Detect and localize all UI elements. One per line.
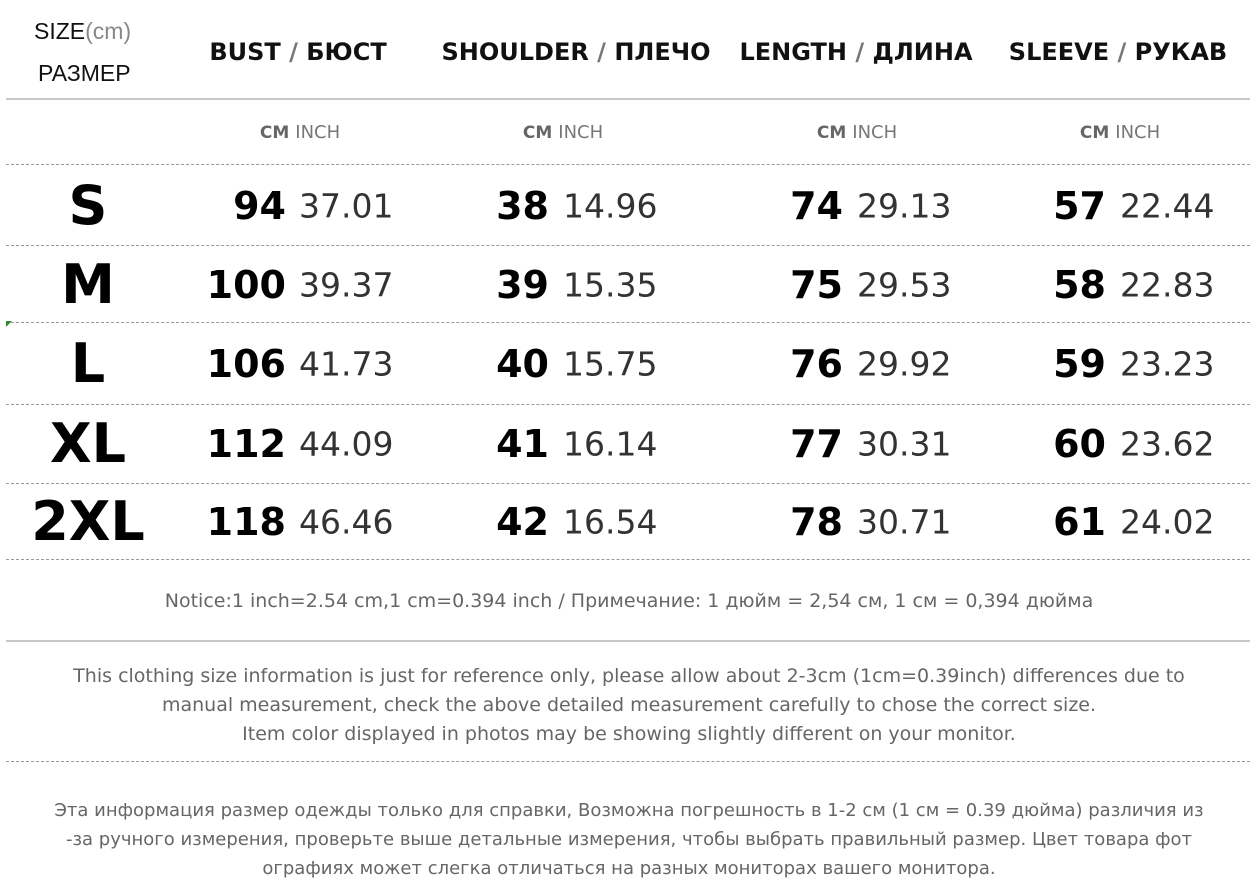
unit-inch-label: INCH <box>558 122 604 143</box>
disclaimer-en-line: Item color displayed in photos may be showing slightly different on your monitor. <box>242 723 1016 745</box>
sleeve-cm-value: 61 <box>1053 500 1106 544</box>
shoulder-header-en: SHOULDER <box>441 38 589 66</box>
length-inch-value: 29.13 <box>857 186 952 226</box>
size-label: XL <box>49 412 127 475</box>
disclaimer-ru-line: -за ручного измерения, проверьте выше детальные измерения, чтобы выбрать правильный размер. Цвет товара фот <box>65 829 1193 850</box>
bust-cm-value: 118 <box>206 500 286 544</box>
disclaimer-ru-line: Эта информация размер одежды только для справки, Возможна погрешность в 1-2 см (1 см = 0.39 дюйма) различия из <box>54 800 1204 821</box>
conversion-notice: Notice:1 inch=2.54 cm,1 cm=0.394 inch / Примечание: 1 дюйм = 2,54 см, 1 см = 0,394 дюйма <box>164 590 1094 612</box>
length-unit-header <box>817 122 897 143</box>
sleeve-header-ru: РУКАВ <box>1134 38 1228 66</box>
shoulder-cm-value: 39 <box>496 263 549 307</box>
sleeve-unit-header <box>1080 122 1160 143</box>
bust-inch-value: 39.37 <box>299 265 394 305</box>
bust-header-ru: БЮСТ <box>306 38 387 66</box>
unit-cm-label: CM <box>816 123 847 143</box>
length-inch-value: 29.92 <box>857 344 952 384</box>
header-separator: / <box>280 38 307 66</box>
row-divider <box>6 483 1250 484</box>
disclaimer-en-line: manual measurement, check the above detailed measurement carefully to chose the correct size. <box>161 694 1097 716</box>
disclaimer-en <box>0 662 1258 749</box>
sleeve-inch-value: 23.23 <box>1120 344 1215 384</box>
size-label: M <box>61 253 115 316</box>
sleeve-inch-value: 23.62 <box>1120 424 1215 464</box>
bust-inch-value: 37.01 <box>299 186 394 226</box>
shoulder-column-header <box>441 38 710 68</box>
disclaimer-ru <box>0 796 1258 883</box>
bust-column-header <box>209 38 386 68</box>
header-separator: / <box>1109 38 1135 66</box>
size-label: L <box>70 332 106 395</box>
header-separator: / <box>846 38 873 66</box>
row-divider <box>6 322 1250 323</box>
shoulder-cm-value: 38 <box>496 184 549 228</box>
length-column-header <box>739 38 972 68</box>
length-cm-value: 76 <box>790 342 843 386</box>
length-inch-value: 29.53 <box>857 265 952 305</box>
shoulder-cm-value: 42 <box>496 500 549 544</box>
unit-inch-label: INCH <box>1115 122 1161 143</box>
section-divider <box>6 640 1250 642</box>
section-divider <box>6 761 1250 762</box>
size-column-header-ru: РАЗМЕР <box>38 60 131 86</box>
size-label: 2XL <box>31 490 145 553</box>
size-label: S <box>68 174 108 237</box>
shoulder-inch-value: 16.54 <box>563 502 658 542</box>
sleeve-cm-value: 57 <box>1053 184 1106 228</box>
bust-inch-value: 41.73 <box>299 344 394 384</box>
disclaimer-ru-line: ографиях может слегка отличаться на разных мониторах вашего монитора. <box>262 858 996 879</box>
bust-cm-value: 112 <box>206 422 286 466</box>
sleeve-cm-value: 59 <box>1053 342 1106 386</box>
length-cm-value: 78 <box>790 500 843 544</box>
header-separator: / <box>588 38 615 66</box>
row-divider <box>6 245 1250 246</box>
sleeve-inch-value: 22.44 <box>1120 186 1215 226</box>
shoulder-inch-value: 15.75 <box>563 344 658 384</box>
bust-unit-header <box>260 122 340 143</box>
bust-header-en: BUST <box>209 38 281 66</box>
length-cm-value: 74 <box>790 184 843 228</box>
corner-mark <box>6 321 12 327</box>
bust-cm-value: 106 <box>206 342 286 386</box>
length-inch-value: 30.31 <box>857 424 952 464</box>
shoulder-inch-value: 14.96 <box>563 186 658 226</box>
unit-cm-label: CM <box>522 123 553 143</box>
unit-inch-label: INCH <box>852 122 898 143</box>
length-header-en: LENGTH <box>739 38 847 66</box>
bust-cm-value: 94 <box>233 184 286 228</box>
sleeve-column-header <box>1009 38 1227 68</box>
unit-inch-label: INCH <box>295 122 341 143</box>
shoulder-cm-value: 40 <box>496 342 549 386</box>
length-inch-value: 30.71 <box>857 502 952 542</box>
size-header-label: SIZE <box>34 18 86 44</box>
bust-inch-value: 46.46 <box>299 502 394 542</box>
size-header-unit: (cm) <box>85 18 132 44</box>
size-column-header <box>34 18 131 45</box>
sleeve-cm-value: 58 <box>1053 263 1106 307</box>
shoulder-cm-value: 41 <box>496 422 549 466</box>
shoulder-unit-header <box>523 122 603 143</box>
unit-cm-label: CM <box>1079 123 1110 143</box>
row-divider <box>6 404 1250 405</box>
row-divider <box>6 164 1250 165</box>
disclaimer-en-line: This clothing size information is just for reference only, please allow about 2-3cm (1cm=0.39inch) differences due to <box>73 665 1185 687</box>
shoulder-inch-value: 16.14 <box>563 424 658 464</box>
sleeve-header-en: SLEEVE <box>1008 38 1110 66</box>
bust-cm-value: 100 <box>206 263 286 307</box>
header-divider <box>6 98 1250 100</box>
shoulder-header-ru: ПЛЕЧО <box>614 38 711 66</box>
row-divider <box>6 559 1250 560</box>
sleeve-inch-value: 22.83 <box>1120 265 1215 305</box>
length-cm-value: 75 <box>790 263 843 307</box>
sleeve-cm-value: 60 <box>1053 422 1106 466</box>
length-cm-value: 77 <box>790 422 843 466</box>
shoulder-inch-value: 15.35 <box>563 265 658 305</box>
length-header-ru: ДЛИНА <box>872 38 973 66</box>
unit-cm-label: CM <box>259 123 290 143</box>
bust-inch-value: 44.09 <box>299 424 394 464</box>
sleeve-inch-value: 24.02 <box>1120 502 1215 542</box>
